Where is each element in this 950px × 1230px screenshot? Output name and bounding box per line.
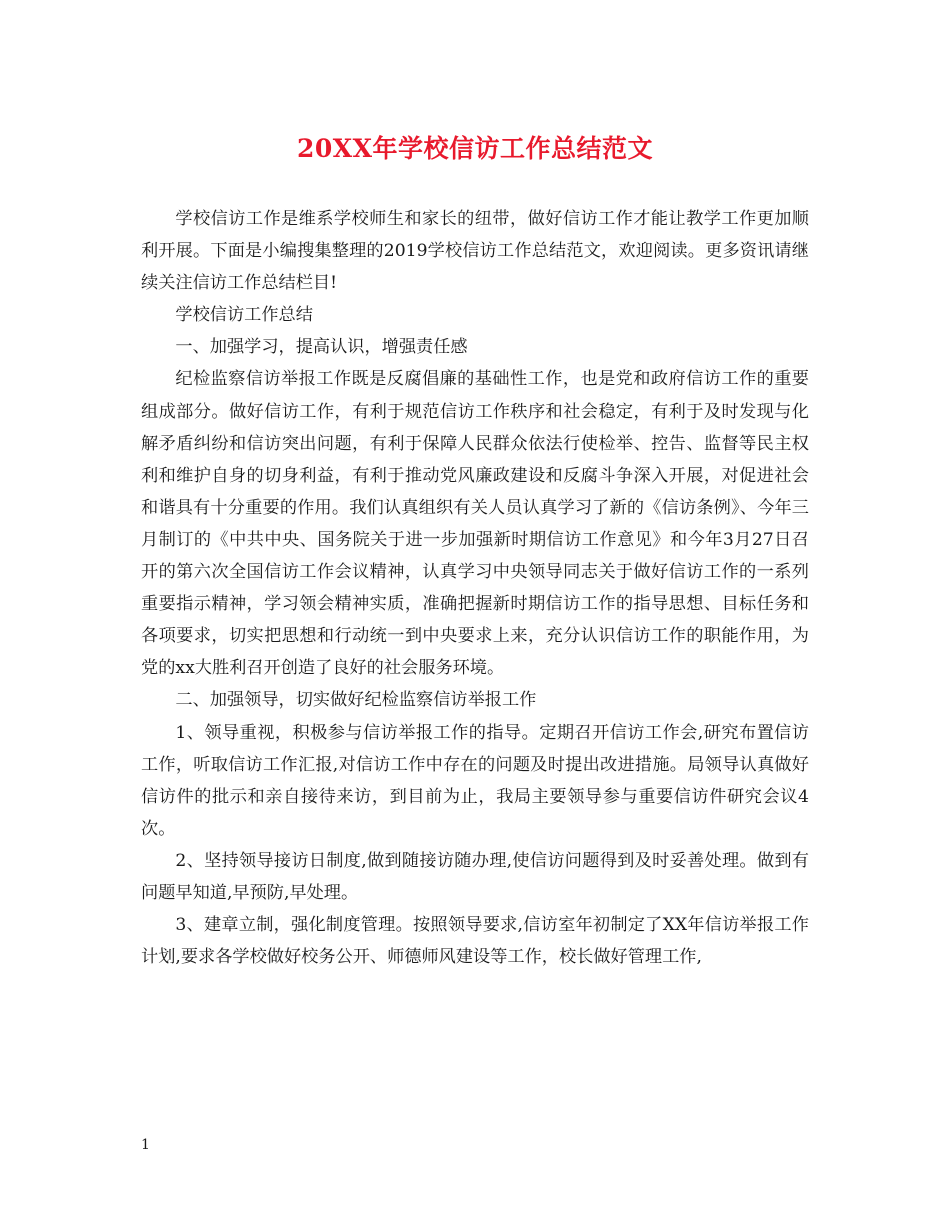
paragraph-section-1: 纪检监察信访举报工作既是反腐倡廉的基础性工作，也是党和政府信访工作的重要组成部分。做好信访工作，有利于规范信访工作秩序和社会稳定，有利于及时发现与化解矛盾纠纷和信访突出问题，有利于保障人民群众依法行使检举、控告、监督等民主权利和维护自身的切身利益，有利于推动党风廉政建设和反腐斗争深入开展，对促进社会和谐具有十分重要的作用。我们认真组织有关人员认真学习了新的《信访条例》、今年三月制订的《中共中央、国务院关于进一步加强新时期信访工作意见》和今年3月27日召开的第六次全国信访工作会议精神，认真学习中央领导同志关于做好信访工作的一系列重要指示精神，学习领会精神实质，准确把握新时期信访工作的指导思想、目标任务和各项要求，切实把思想和行动统一到中央要求上来，充分认识信访工作的职能作用，为党的xx大胜利召开创造了良好的社会服务环境。 [141, 369, 809, 679]
page-number: 1 [141, 1137, 150, 1153]
paragraph-item-3: 3、建章立制，强化制度管理。按照领导要求,信访室年初制定了XX年信访举报工作计划,要求各学校做好校务公开、师德师风建设等工作，校长做好管理工作, [141, 915, 809, 968]
section-heading-2: 二、加强领导，切实做好纪检监察信访举报工作 [175, 690, 537, 711]
paragraph-item-2: 2、坚持领导接访日制度,做到随接访随办理,使信访问题得到及时妥善处理。做到有问题早知道,早预防,早处理。 [141, 850, 809, 903]
document-title: 20XX年学校信访工作总结范文 [296, 134, 654, 163]
document-body [141, 203, 809, 973]
section-heading-1: 一、加强学习，提高认识，增强责任感 [175, 337, 468, 358]
paragraph-intro: 学校信访工作是维系学校师生和家长的纽带，做好信访工作才能让教学工作更加顺利开展。下面是小编搜集整理的2019学校信访工作总结范文，欢迎阅读。更多资讯请继续关注信访工作总结栏目! [141, 209, 809, 294]
paragraph-item-1: 1、领导重视，积极参与信访举报工作的指导。定期召开信访工作会,研究布置信访工作，听取信访工作汇报,对信访工作中存在的问题及时提出改进措施。局领导认真做好信访件的批示和亲自接待来访，到目前为止，我局主要领导参与重要信访件研究会议4次。 [141, 722, 809, 839]
paragraph-subtitle: 学校信访工作总结 [175, 305, 313, 326]
